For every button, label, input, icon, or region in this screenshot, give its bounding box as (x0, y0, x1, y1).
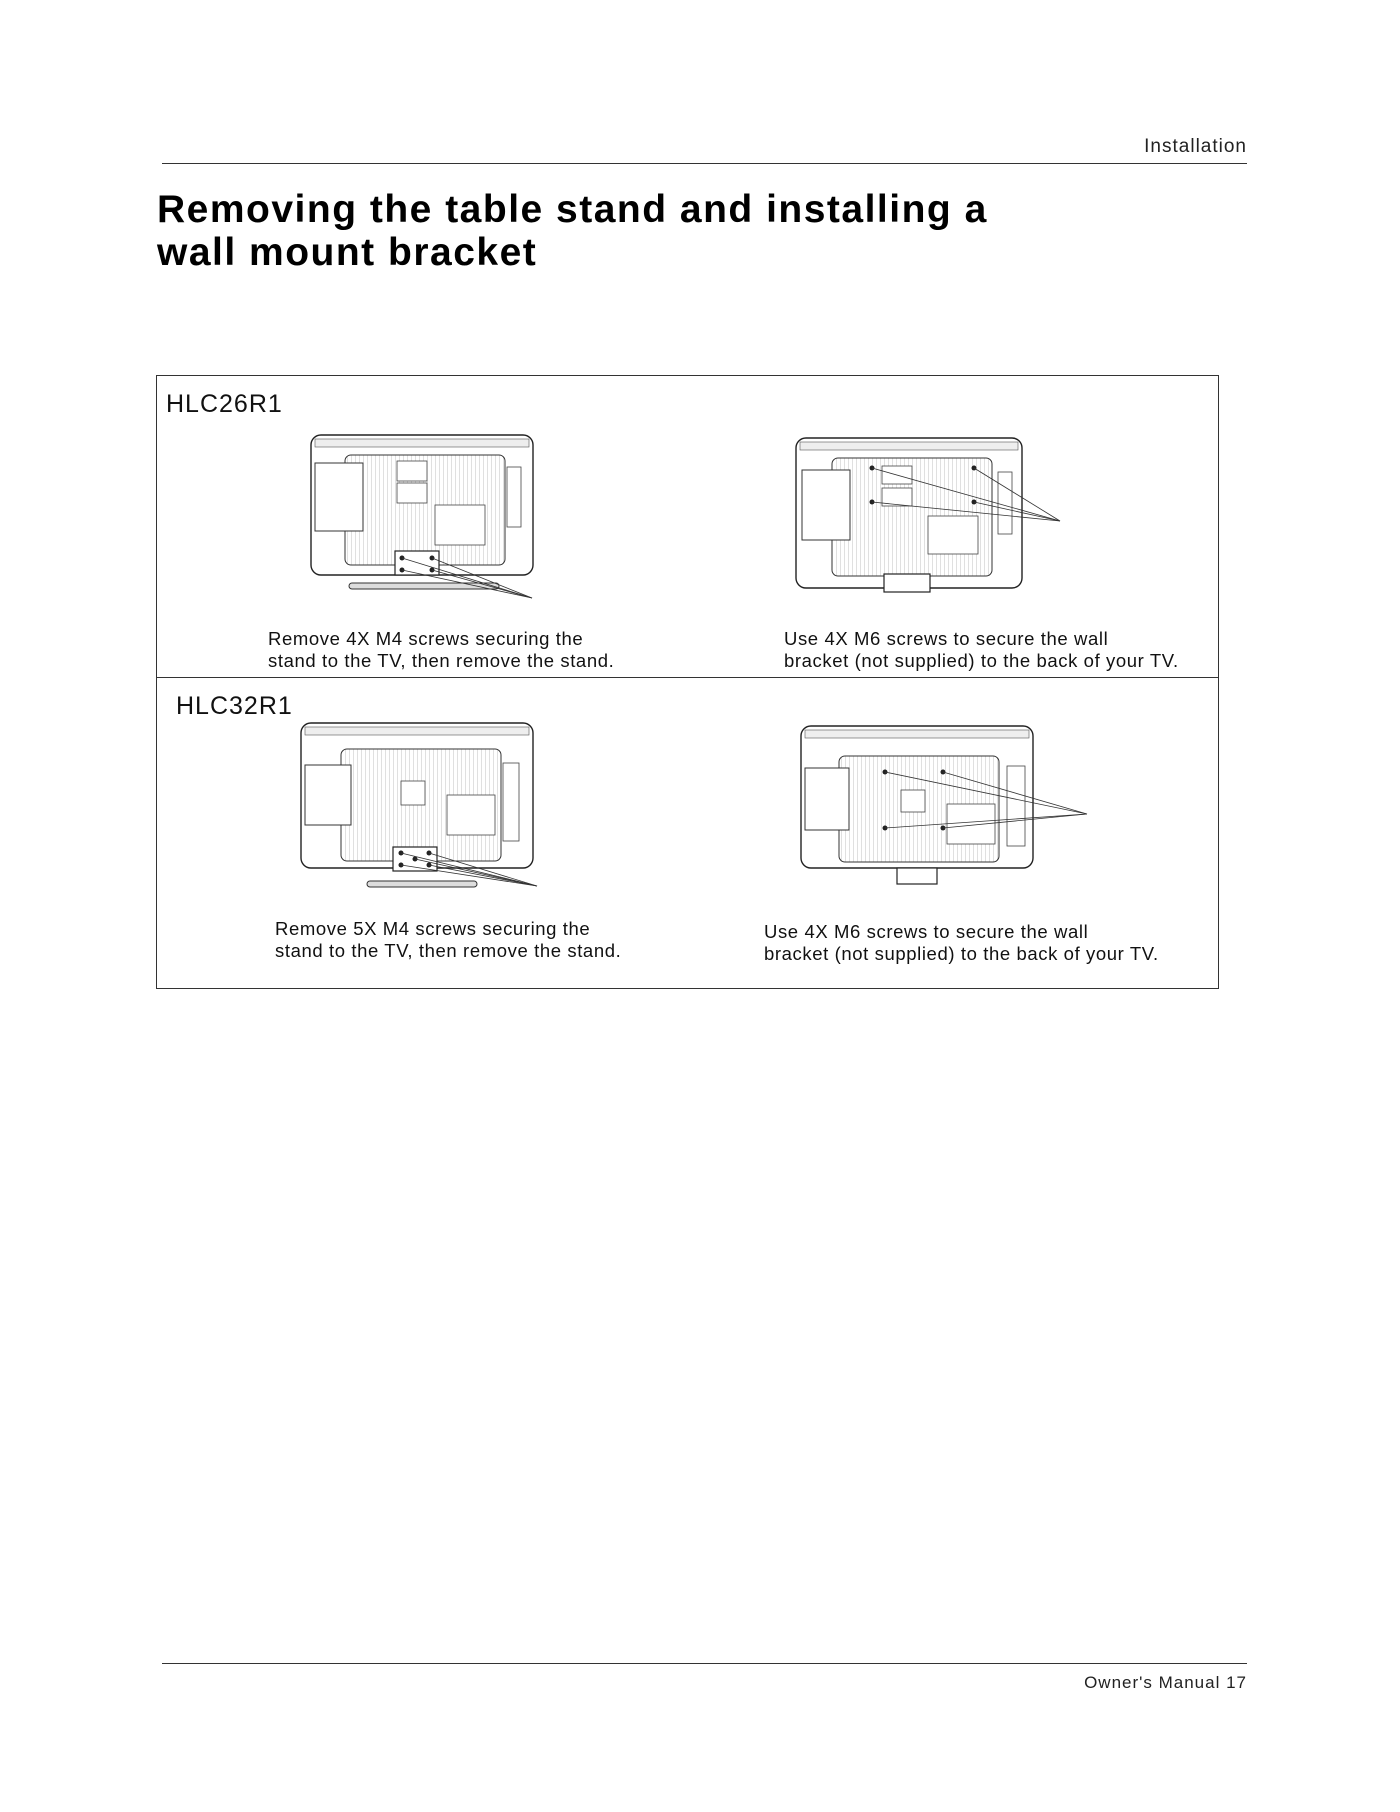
model-label-hlc32r1: HLC32R1 (176, 692, 293, 720)
caption-line: Remove 4X M4 screws securing the (268, 628, 584, 649)
page-title (157, 188, 988, 274)
caption-hlc32r1-remove-stand (275, 918, 621, 962)
tv-back-stand-screws-diagram (307, 433, 547, 608)
caption-hlc26r1-remove-stand (268, 628, 614, 672)
footer-rule (162, 1663, 1247, 1664)
tv-back-wall-bracket-diagram (792, 436, 1082, 606)
caption-hlc32r1-wall-bracket (764, 921, 1159, 965)
section-label: Installation (1144, 136, 1247, 157)
caption-line: bracket (not supplied) to the back of your TV. (784, 650, 1179, 671)
page-title-line-2: wall mount bracket (157, 231, 538, 274)
instruction-frame (156, 375, 1219, 989)
tv-back-wall-bracket-diagram (797, 724, 1097, 894)
caption-line: stand to the TV, then remove the stand. (275, 940, 622, 961)
header-rule (162, 163, 1247, 164)
model-label-hlc26r1: HLC26R1 (166, 390, 283, 418)
tv-back-stand-screws-diagram (297, 721, 547, 896)
caption-line: Use 4X M6 screws to secure the wall (784, 628, 1109, 649)
model-divider (157, 677, 1218, 678)
page-title-line-1: Removing the table stand and installing a (157, 188, 988, 231)
caption-line: bracket (not supplied) to the back of your TV. (764, 943, 1159, 964)
caption-line: Remove 5X M4 screws securing the (275, 918, 591, 939)
caption-line: Use 4X M6 screws to secure the wall (764, 921, 1089, 942)
page-footer: Owner's Manual 17 (1084, 1673, 1247, 1692)
caption-line: stand to the TV, then remove the stand. (268, 650, 615, 671)
caption-hlc26r1-wall-bracket (784, 628, 1179, 672)
